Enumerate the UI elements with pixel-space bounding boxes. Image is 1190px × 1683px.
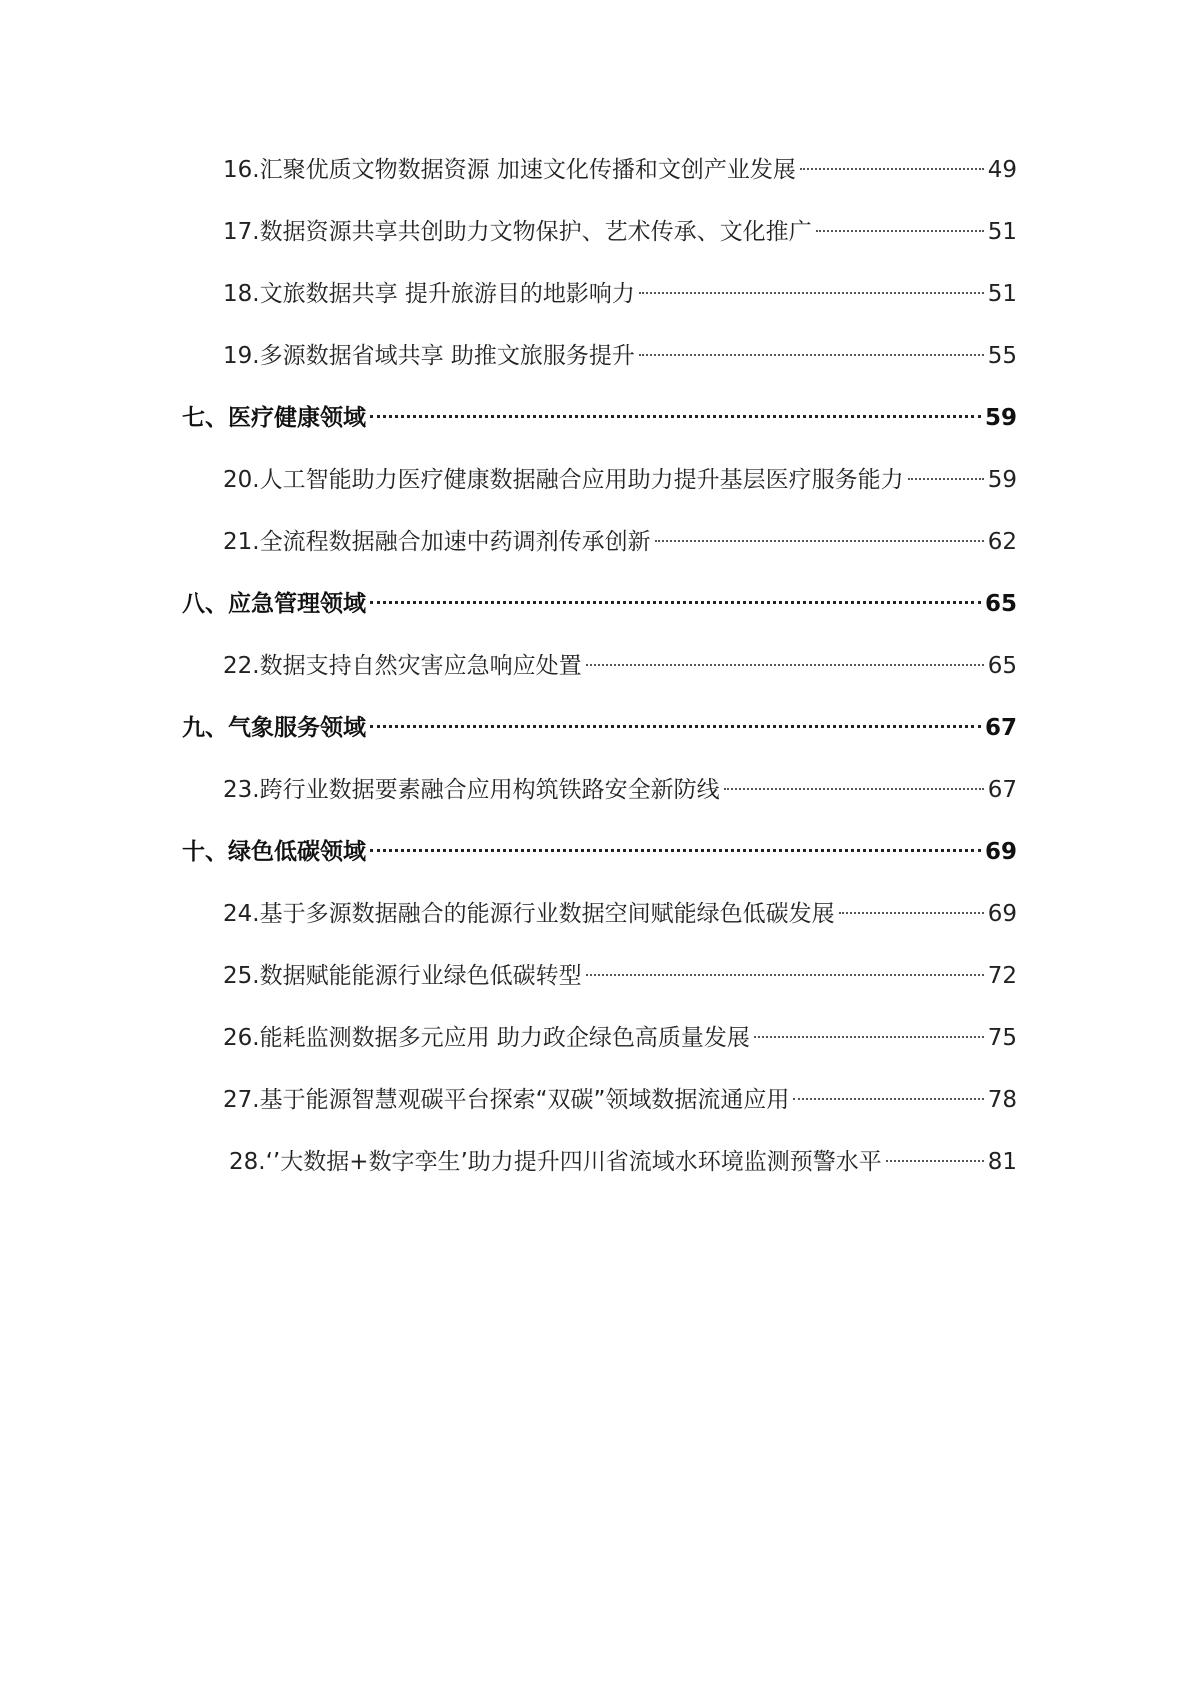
toc-leader-dots xyxy=(793,1098,983,1100)
toc-section-8[interactable] xyxy=(182,584,1017,624)
toc-page-number: 49 xyxy=(987,157,1017,183)
toc-leader-dots xyxy=(754,1036,984,1038)
toc-entry-23[interactable] xyxy=(223,770,1017,810)
toc-leader-dots xyxy=(839,912,984,914)
toc-entry-title: 16.汇聚优质文物数据资源 加速文化传播和文创产业发展 xyxy=(223,157,796,183)
toc-page-number: 67 xyxy=(987,777,1017,803)
toc-entry-24[interactable] xyxy=(223,894,1017,934)
toc-entry-20[interactable] xyxy=(223,460,1017,500)
toc-entry-18[interactable] xyxy=(223,274,1017,314)
toc-page-number: 59 xyxy=(987,467,1017,493)
toc-entry-title: 17.数据资源共享共创助力文物保护、艺术传承、文化推广 xyxy=(223,219,812,245)
toc-page-number: 65 xyxy=(987,653,1017,679)
toc-entry-22[interactable] xyxy=(223,646,1017,686)
toc-page-number: 81 xyxy=(987,1149,1017,1175)
toc-section-title: 十、绿色低碳领域 xyxy=(182,839,366,865)
toc-entry-title: 23.跨行业数据要素融合应用构筑铁路安全新防线 xyxy=(223,777,720,803)
toc-page-number: 51 xyxy=(987,219,1017,245)
toc-entry-17[interactable] xyxy=(223,212,1017,252)
toc-leader-dots xyxy=(655,540,984,542)
toc-leader-dots xyxy=(639,292,984,294)
toc-page-number: 59 xyxy=(984,405,1017,431)
toc-page-number: 69 xyxy=(987,901,1017,927)
toc-leader-dots xyxy=(816,230,984,232)
toc-page-number: 78 xyxy=(987,1087,1017,1113)
toc-section-title: 八、应急管理领域 xyxy=(182,591,366,617)
toc-leader-dots xyxy=(724,788,984,790)
toc-entry-title: 27.基于能源智慧观碳平台探索“双碳”领域数据流通应用 xyxy=(223,1087,790,1113)
toc-entry-title: 19.多源数据省域共享 助推文旅服务提升 xyxy=(223,343,635,369)
toc-entry-21[interactable] xyxy=(223,522,1017,562)
toc-entry-16[interactable] xyxy=(223,150,1017,190)
toc-leader-dots xyxy=(800,168,984,170)
toc-page-number: 55 xyxy=(987,343,1017,369)
toc-section-10[interactable] xyxy=(182,832,1017,872)
toc-leader-dots xyxy=(370,601,981,604)
toc-entry-title: 24.基于多源数据融合的能源行业数据空间赋能绿色低碳发展 xyxy=(223,901,835,927)
toc-leader-dots xyxy=(370,415,981,418)
toc-leader-dots xyxy=(908,478,984,480)
toc-page-number: 72 xyxy=(987,963,1017,989)
toc-page-number: 67 xyxy=(984,715,1017,741)
toc-entry-title: 28.‘’大数据+数字孪生’助力提升四川省流域水环境监测预警水平 xyxy=(229,1149,882,1175)
toc-entry-title: 21.全流程数据融合加速中药调剂传承创新 xyxy=(223,529,651,555)
toc-section-7[interactable] xyxy=(182,398,1017,438)
toc-entry-title: 25.数据赋能能源行业绿色低碳转型 xyxy=(223,963,582,989)
toc-entry-26[interactable] xyxy=(223,1018,1017,1058)
toc-page-number: 65 xyxy=(984,591,1017,617)
toc-entry-title: 18.文旅数据共享 提升旅游目的地影响力 xyxy=(223,281,635,307)
toc-section-title: 七、医疗健康领域 xyxy=(182,405,366,431)
toc-leader-dots xyxy=(639,354,984,356)
toc-entry-19[interactable] xyxy=(223,336,1017,376)
toc-leader-dots xyxy=(370,849,981,852)
toc-page-number: 51 xyxy=(987,281,1017,307)
toc-entry-25[interactable] xyxy=(223,956,1017,996)
toc-entry-title: 22.数据支持自然灾害应急响应处置 xyxy=(223,653,582,679)
toc-leader-dots xyxy=(586,664,984,666)
toc-entry-28[interactable] xyxy=(229,1142,1017,1182)
toc-section-9[interactable] xyxy=(182,708,1017,748)
toc-leader-dots xyxy=(886,1160,984,1162)
toc-entry-27[interactable] xyxy=(223,1080,1017,1120)
toc-page-number: 62 xyxy=(987,529,1017,555)
toc-leader-dots xyxy=(370,725,981,728)
toc-leader-dots xyxy=(586,974,984,976)
toc-page-number: 75 xyxy=(987,1025,1017,1051)
toc-entry-title: 26.能耗监测数据多元应用 助力政企绿色高质量发展 xyxy=(223,1025,750,1051)
toc-entry-title: 20.人工智能助力医疗健康数据融合应用助力提升基层医疗服务能力 xyxy=(223,467,904,493)
toc-page-number: 69 xyxy=(984,839,1017,865)
toc-section-title: 九、气象服务领域 xyxy=(182,715,366,741)
